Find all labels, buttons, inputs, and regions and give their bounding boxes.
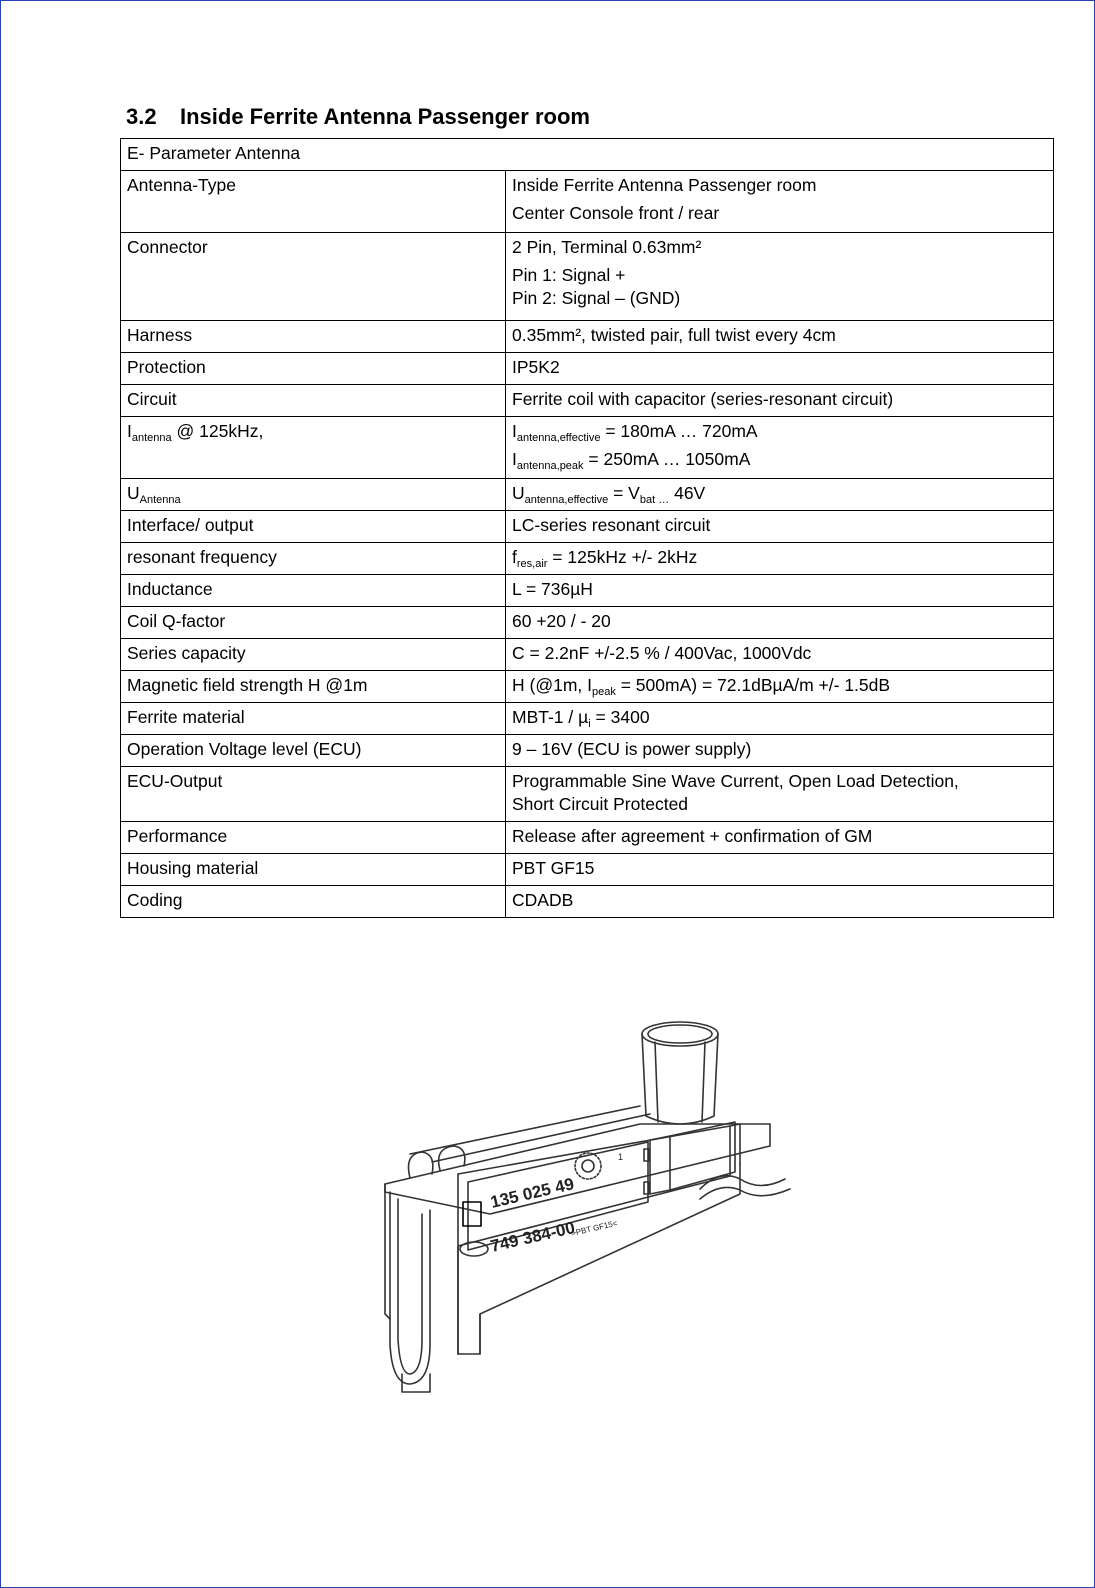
value-cell: IP5K2 <box>506 353 1054 385</box>
value-line <box>512 420 1047 443</box>
value-line: Inside Ferrite Antenna Passenger room <box>512 175 817 195</box>
value-line: Programmable Sine Wave Current, Open Load Detection, <box>512 771 959 791</box>
param-cell: Connector <box>121 233 506 321</box>
subscript: Antenna <box>139 494 181 506</box>
value-cell: LC-series resonant circuit <box>506 511 1054 543</box>
value-line <box>512 448 1047 471</box>
value-text: = 125kHz +/- 2kHz <box>547 547 698 567</box>
param-cell: Antenna-Type <box>121 171 506 233</box>
subscript: i <box>588 718 591 730</box>
value-cell: 60 +20 / - 20 <box>506 607 1054 639</box>
material-mark: >PBT GF15< <box>570 1218 619 1238</box>
param-cell <box>121 417 506 479</box>
value-cell: CDADB <box>506 886 1054 918</box>
table-row <box>121 353 1054 385</box>
table-row <box>121 767 1054 822</box>
pin-mark: 1 <box>618 1152 624 1162</box>
clips <box>409 1106 651 1178</box>
table-row <box>121 417 1054 479</box>
connector-tube <box>642 1022 718 1124</box>
symbol: f <box>512 547 517 567</box>
subscript: antenna,peak <box>516 460 584 472</box>
value-line: Pin 1: Signal + <box>512 265 626 285</box>
table-row <box>121 543 1054 575</box>
value-cell: PBT GF15 <box>506 854 1054 886</box>
value-text: = 180mA … 720mA <box>600 421 758 441</box>
subscript: antenna,effective <box>524 494 609 506</box>
param-cell: Inductance <box>121 575 506 607</box>
value-cell <box>506 233 1054 321</box>
param-cell: Ferrite material <box>121 703 506 735</box>
param-cell: Operation Voltage level (ECU) <box>121 735 506 767</box>
value-cell: Release after agreement + confirmation of GM <box>506 822 1054 854</box>
value-cell <box>506 543 1054 575</box>
value-line: 2 Pin, Terminal 0.63mm² <box>512 237 702 257</box>
value-line: Pin 2: Signal – (GND) <box>512 288 681 308</box>
table-row <box>121 233 1054 321</box>
parameter-table <box>120 138 1054 918</box>
section-title: Inside Ferrite Antenna Passenger room <box>180 104 590 129</box>
wire-end <box>700 1176 790 1199</box>
latch-leg <box>385 1192 430 1392</box>
param-cell: Housing material <box>121 854 506 886</box>
table-row <box>121 607 1054 639</box>
value-line: Center Console front / rear <box>512 203 720 223</box>
subscript: res,air <box>516 558 548 570</box>
param-cell: resonant frequency <box>121 543 506 575</box>
subscript: antenna <box>131 432 172 444</box>
part-number-2: 749 384-00 <box>488 1218 577 1256</box>
value-cell: Ferrite coil with capacitor (series-resonant circuit) <box>506 385 1054 417</box>
table-row <box>121 639 1054 671</box>
symbol: I <box>512 449 517 469</box>
value-text: = 3400 <box>590 707 650 727</box>
table-row <box>121 703 1054 735</box>
symbol: I <box>127 421 132 441</box>
param-cell: Performance <box>121 822 506 854</box>
value-cell: 0.35mm², twisted pair, full twist every 4cm <box>506 321 1054 353</box>
param-cell: ECU-Output <box>121 767 506 822</box>
table-row <box>121 735 1054 767</box>
value-cell <box>506 671 1054 703</box>
value-cell <box>506 417 1054 479</box>
value-text: 46V <box>669 483 706 503</box>
table-row <box>121 171 1054 233</box>
section-number: 3.2 <box>126 104 157 129</box>
section-heading <box>126 104 590 130</box>
table-row <box>121 479 1054 511</box>
symbol: U <box>127 483 140 503</box>
value-cell <box>506 703 1054 735</box>
param-cell: Coil Q-factor <box>121 607 506 639</box>
subscript: peak <box>592 686 616 698</box>
table-row <box>121 886 1054 918</box>
symbol: I <box>512 421 517 441</box>
param-cell: Protection <box>121 353 506 385</box>
symbol: U <box>512 483 525 503</box>
param-cell: Series capacity <box>121 639 506 671</box>
part-number-1: 135 025 49 <box>488 1174 576 1212</box>
param-cell: Magnetic field strength H @1m <box>121 671 506 703</box>
value-text: = V <box>608 483 640 503</box>
value-cell <box>506 479 1054 511</box>
table-header: E- Parameter Antenna <box>121 139 1054 171</box>
subscript: bat … <box>639 494 670 506</box>
table-row <box>121 854 1054 886</box>
param-text: @ 125kHz, <box>171 421 264 441</box>
value-cell: L = 736µH <box>506 575 1054 607</box>
param-cell <box>121 479 506 511</box>
value-text: H (@1m, I <box>512 675 592 695</box>
value-cell <box>506 171 1054 233</box>
table-row <box>121 822 1054 854</box>
table-row <box>121 321 1054 353</box>
table-row <box>121 385 1054 417</box>
value-text: MBT-1 / µ <box>512 707 589 727</box>
housing-body <box>385 1122 770 1354</box>
value-cell: 9 – 16V (ECU is power supply) <box>506 735 1054 767</box>
table-row <box>121 671 1054 703</box>
value-cell <box>506 767 1054 822</box>
antenna-drawing <box>380 1014 800 1404</box>
param-cell: Coding <box>121 886 506 918</box>
param-cell: Harness <box>121 321 506 353</box>
table-row <box>121 511 1054 543</box>
table-header-row <box>121 139 1054 171</box>
value-cell: C = 2.2nF +/-2.5 % / 400Vac, 1000Vdc <box>506 639 1054 671</box>
subscript: antenna,effective <box>516 432 601 444</box>
value-line: Short Circuit Protected <box>512 794 689 814</box>
table-row <box>121 575 1054 607</box>
param-cell: Interface/ output <box>121 511 506 543</box>
value-text: = 250mA … 1050mA <box>583 449 751 469</box>
param-cell: Circuit <box>121 385 506 417</box>
value-text: = 500mA) = 72.1dBµA/m +/- 1.5dB <box>615 675 891 695</box>
